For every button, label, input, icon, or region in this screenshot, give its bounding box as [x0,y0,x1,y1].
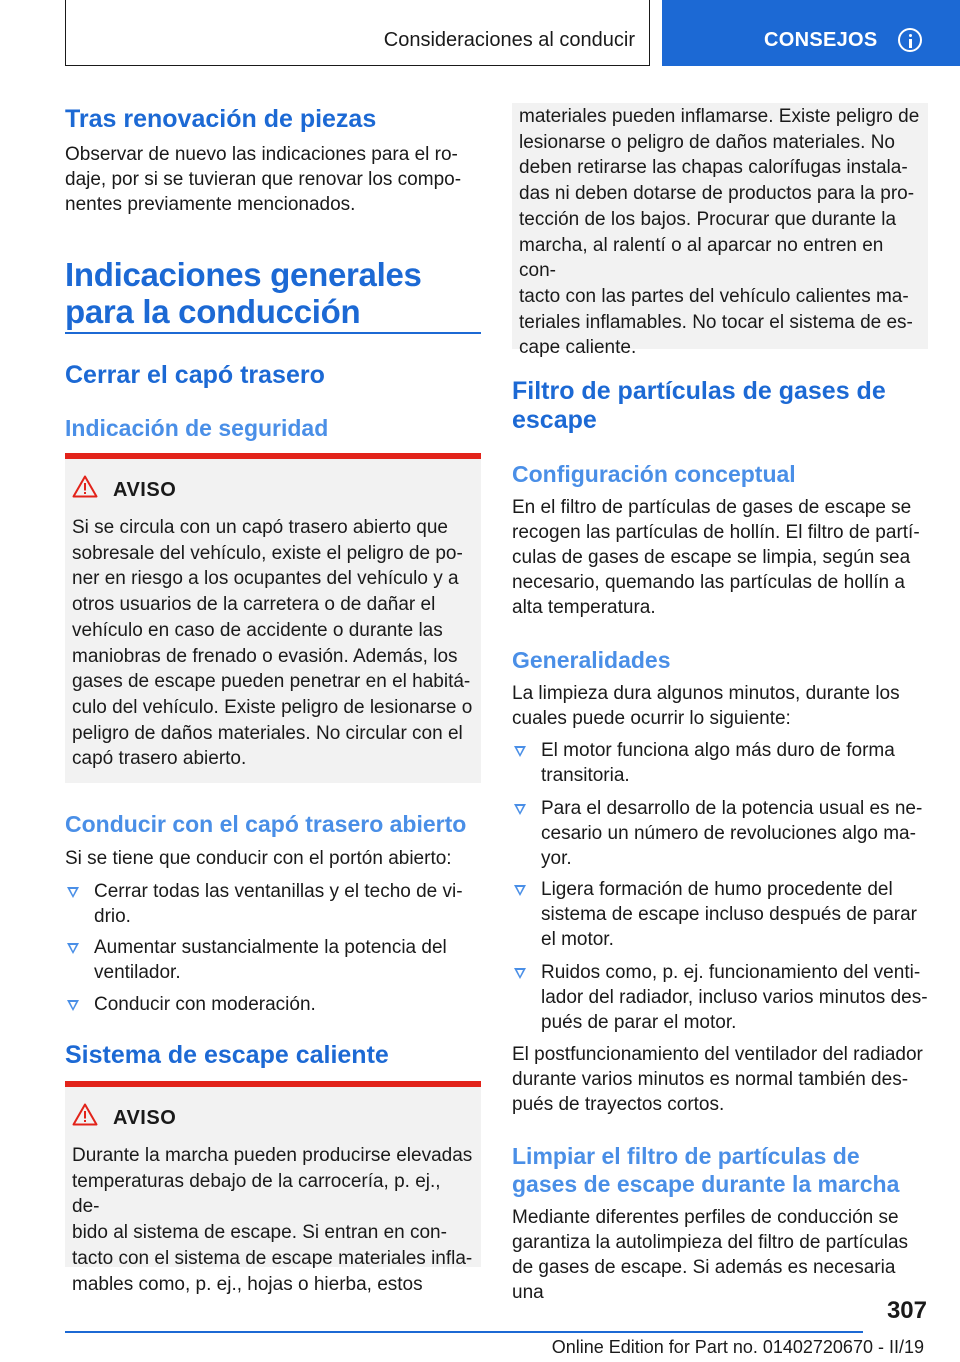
text-line: sobresale del vehículo, existe el peligro de po- [72,542,463,564]
bullet-triangle-icon [67,1000,79,1011]
text-line: capó trasero abierto. [72,748,247,770]
text-line: otros usuarios de la carretera o de dañar el [72,594,436,616]
heading-sistema-escape: Sistema de escape caliente [65,1041,389,1069]
text-line: alta temperatura. [512,597,656,618]
text-line: Ligera formación de humo procedente del [541,879,893,900]
warning-text [72,1143,473,1297]
text-line: cesario un número de revoluciones algo ma- [541,823,916,844]
text-line: Cerrar todas las ventanillas y el techo de vi- [94,881,463,902]
text-line: el motor. [541,929,614,950]
text-line: cape caliente. [519,337,637,359]
heading-configuracion: Configuración conceptual [512,461,796,487]
text-line: gases de escape pueden penetrar en el habitá- [72,671,471,693]
text-line: pués de parar el motor. [541,1012,737,1033]
warning-box-continued [512,103,928,359]
text-line: Mediante diferentes perfiles de conducción se [512,1207,899,1228]
chapter-title [65,256,481,330]
text-line: Ruidos como, p. ej. funcionamiento del venti- [541,962,921,983]
text-line: marcha, al ralentí o al aparcar no entren en con- [519,234,884,282]
bullet-triangle-icon [514,746,526,757]
heading-line: Filtro de partículas de gases de [512,377,886,405]
bullet-triangle-icon [514,885,526,896]
text-line: materiales pueden inflamarse. Existe peligro de [519,106,920,127]
warning-box-escape [65,1081,481,1295]
text-line: En el filtro de partículas de gases de escape se [512,497,912,518]
heading-line: escape [512,406,597,434]
header-tab-consejos[interactable] [662,0,960,66]
text-line: garantiza la autolimpieza del filtro de partículas [512,1232,909,1253]
warning-triangle-icon [72,1103,98,1126]
warning-title: AVISO [113,479,177,501]
text-line: mables como, p. ej., hojas o hierba, estos [72,1273,423,1295]
text-line: maniobras de frenado o evasión. Además, los [72,645,458,667]
text-line: pués de trayectos cortos. [512,1094,725,1115]
text-line: El postfuncionamiento del ventilador del radiador [512,1044,923,1065]
chapter-title-line: Indicaciones generales [65,256,422,293]
text-line: peligro de daños materiales. No circular con el [72,722,463,744]
list-item [512,877,928,952]
text-line: lesionarse o peligro de daños materiales. No [519,131,895,153]
bullet-triangle-icon [67,943,79,954]
header-tab-label: CONSEJOS [764,29,878,51]
text-line: yor. [541,848,572,869]
footer-divider [65,1331,863,1333]
text-line: Durante la marcha pueden producirse elevadas [72,1145,473,1166]
text-line: nentes previamente mencionados. [65,194,356,215]
warning-text [519,104,920,361]
paragraph-configuracion [512,495,928,620]
text-line: temperaturas debajo de la carrocería, p. ej., de- [72,1170,441,1218]
paragraph-limpiar [512,1205,928,1305]
text-line: La limpieza dura algunos minutos, durante los [512,683,900,704]
heading-limpiar-filtro [512,1142,928,1198]
info-icon [898,28,922,52]
list-item [65,992,481,1017]
text-line: das ni deben dotarse de productos para la pro- [519,183,915,205]
heading-tras-renovacion: Tras renovación de piezas [65,105,377,133]
text-line: Observar de nuevo las indicaciones para el ro- [65,144,458,165]
edition-note: Online Edition for Part no. 01402720670 - II/19 [551,1337,924,1357]
paragraph-conducir: Si se tiene que conducir con el portón abierto: [65,848,452,869]
text-line: cuales puede ocurrir lo siguiente: [512,708,791,729]
list-item [512,738,928,788]
list-item [512,960,928,1035]
heading-indicacion-seguridad: Indicación de seguridad [65,415,329,441]
bullet-triangle-icon [514,968,526,979]
text-line: culas de gases de escape se limpia, según sea [512,547,911,568]
bullet-triangle-icon [514,804,526,815]
heading-filtro-particulas [512,377,928,435]
header-section-box [65,0,650,66]
warning-triangle-icon [72,475,98,498]
bullet-triangle-icon [67,887,79,898]
text-line: Conducir con moderación. [94,994,316,1015]
list-item [65,879,481,929]
list-item [65,935,481,985]
text-line: ner en riesgo a los ocupantes del vehículo y a [72,568,459,590]
heading-generalidades: Generalidades [512,647,671,673]
list-item [512,796,928,871]
warning-text [72,515,473,772]
paragraph-generalidades [512,681,928,731]
text-line: vehículo en caso de accidente o durante las [72,619,443,641]
header-section-title: Consideraciones al conducir [383,29,635,51]
chapter-title-line: para la conducción [65,293,361,330]
text-line: necesario, quemando las partículas de hollín a [512,572,905,593]
heading-conducir-capo-abierto: Conducir con el capó trasero abierto [65,811,467,837]
warning-title: AVISO [113,1107,177,1129]
text-line: tacto con el sistema de escape materiales infla- [72,1247,473,1269]
heading-line: Limpiar el filtro de partículas de [512,1143,860,1169]
paragraph-tras-renovacion [65,142,481,217]
chapter-divider [65,332,481,334]
text-line: Para el desarrollo de la potencia usual es ne- [541,798,923,819]
text-line: sistema de escape incluso después de parar [541,904,918,925]
text-line: tacto con las partes del vehículo calientes ma- [519,285,909,307]
paragraph-postfuncionamiento [512,1042,928,1117]
text-line: Si se circula con un capó trasero abierto que [72,517,448,538]
text-line: bido al sistema de escape. Si entran en con- [72,1222,447,1244]
text-line: Aumentar sustancialmente la potencia del [94,937,447,958]
text-line: tección de los bajos. Procurar que durante la [519,208,897,230]
text-line: daje, por si se tuvieran que renovar los compo- [65,169,462,190]
page-number: 307 [886,1297,927,1324]
heading-cerrar-capo: Cerrar el capó trasero [65,361,325,389]
text-line: lador del radiador, incluso varios minutos des- [541,987,928,1008]
text-line: drio. [94,906,131,927]
text-line: El motor funciona algo más duro de forma [541,740,895,761]
text-line: transitoria. [541,765,630,786]
text-line: de gases de escape. Si además es necesaria una [512,1257,896,1303]
text-line: culo del vehículo. Existe peligro de lesionarse o [72,696,473,718]
page-header [0,0,960,66]
text-line: teriales inflamables. No tocar el sistema de es- [519,311,913,333]
text-line: durante varios minutos es normal también des- [512,1069,909,1090]
text-line: recogen las partículas de hollín. El filtro de partí- [512,522,920,543]
text-line: ventilador. [94,962,181,983]
text-line: deben retirarse las chapas calorífugas instala- [519,157,908,179]
heading-line: gases de escape durante la marcha [512,1171,900,1197]
warning-box-capo [65,453,481,783]
